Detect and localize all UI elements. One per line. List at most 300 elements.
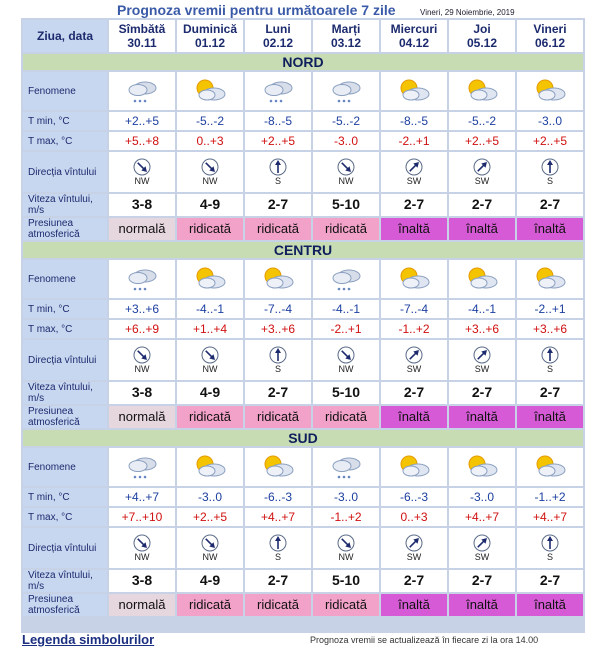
wind-speed-row: [23, 194, 583, 216]
pressure-cell: [381, 594, 447, 616]
pressure-cell: [517, 594, 583, 616]
tmin-value: +4..+7: [124, 490, 160, 504]
pressure-cell: [313, 218, 379, 240]
tmax-value: -1..+2: [398, 322, 430, 336]
snow-icon: [125, 453, 159, 481]
wind-speed-value: 5-10: [331, 196, 361, 212]
tmax-value: +3..+6: [532, 322, 568, 336]
day-date: 05.12: [466, 36, 498, 50]
tmax-cell: [517, 132, 583, 150]
fenomene-row: [23, 72, 583, 110]
day-name: Miercuri: [390, 22, 438, 36]
tmin-cell: [381, 112, 447, 130]
tmin-row: [23, 112, 583, 130]
row-label: Viteza vîntului, m/s: [23, 382, 107, 404]
row-label: Direcția vîntului: [23, 152, 107, 192]
pressure-value: normală: [118, 221, 166, 236]
tmax-cell: [177, 508, 243, 526]
wind-speed-value: 3-8: [131, 196, 153, 212]
wind-speed-value: 4-9: [199, 572, 221, 588]
header-corner: Ziua, data: [23, 20, 107, 52]
pressure-value: înaltă: [534, 597, 566, 612]
row-label: Fenomene: [23, 72, 107, 110]
partly-cloudy-icon: [261, 453, 295, 481]
day-name: Vineri: [533, 22, 567, 36]
tmax-cell: [449, 132, 515, 150]
tmin-cell: [245, 488, 311, 506]
wind-speed-cell: [177, 570, 243, 592]
tmin-cell: [313, 112, 379, 130]
wind-speed-value: 2-7: [403, 384, 425, 400]
pressure-cell: [449, 594, 515, 616]
tmax-cell: [449, 508, 515, 526]
wind-arrow-icon: [473, 534, 491, 552]
wind-arrow-icon: [405, 534, 423, 552]
pressure-value: ridicată: [257, 409, 299, 424]
tmax-row: [23, 508, 583, 526]
wind-speed-cell: [245, 194, 311, 216]
tmin-cell: [109, 300, 175, 318]
row-label: Viteza vîntului, m/s: [23, 570, 107, 592]
tmin-value: -3..0: [333, 490, 358, 504]
tmin-cell: [177, 300, 243, 318]
pressure-cell: [177, 406, 243, 428]
wind-direction-label: NW: [134, 364, 150, 374]
wind-speed-value: 2-7: [539, 196, 561, 212]
tmax-cell: [177, 132, 243, 150]
row-label: Presiunea atmosferică: [23, 594, 107, 616]
page-title: Prognoza vremii pentru următoarele 7 zile: [117, 2, 396, 18]
day-name: Sîmbătă: [118, 22, 166, 36]
wind-direction-cell: [381, 528, 447, 568]
wind-speed-value: 2-7: [267, 572, 289, 588]
pressure-value: ridicată: [189, 597, 231, 612]
weather-cell: [381, 448, 447, 486]
pressure-cell: [449, 218, 515, 240]
tmin-cell: [109, 112, 175, 130]
wind-speed-value: 2-7: [471, 196, 493, 212]
wind-speed-cell: [449, 382, 515, 404]
pressure-value: înaltă: [534, 221, 566, 236]
weather-cell: [177, 448, 243, 486]
weather-cell: [449, 260, 515, 298]
wind-direction-cell: [449, 528, 515, 568]
region-name: NORD: [23, 54, 583, 70]
weather-cell: [177, 260, 243, 298]
wind-direction-cell: [517, 152, 583, 192]
tmin-value: -1..+2: [534, 490, 566, 504]
pressure-value: înaltă: [398, 221, 430, 236]
pressure-cell: [381, 406, 447, 428]
wind-direction-cell: [245, 340, 311, 380]
weather-cell: [109, 260, 175, 298]
wind-direction-row: [23, 340, 583, 380]
tmax-cell: [313, 132, 379, 150]
tmin-cell: [245, 300, 311, 318]
region-name: CENTRU: [23, 242, 583, 258]
pressure-value: ridicată: [189, 221, 231, 236]
tmin-value: -8..-5: [399, 114, 428, 128]
wind-speed-value: 2-7: [403, 572, 425, 588]
tmin-cell: [313, 488, 379, 506]
weather-cell: [381, 72, 447, 110]
tmax-cell: [517, 320, 583, 338]
wind-direction-row: [23, 528, 583, 568]
wind-direction-label: SW: [474, 176, 490, 186]
day-header: [449, 20, 515, 52]
partly-cloudy-icon: [193, 453, 227, 481]
weather-cell: [245, 260, 311, 298]
weather-cell: [109, 72, 175, 110]
tmax-value: +2..+5: [192, 510, 228, 524]
tmin-value: -4..-1: [331, 302, 360, 316]
partly-cloudy-icon: [397, 77, 431, 105]
wind-arrow-icon: [133, 346, 151, 364]
pressure-value: înaltă: [398, 409, 430, 424]
tmax-row: [23, 320, 583, 338]
tmin-value: +3..+6: [124, 302, 160, 316]
pressure-cell: [313, 594, 379, 616]
tmax-value: +2..+5: [260, 134, 296, 148]
weather-cell: [313, 72, 379, 110]
wind-arrow-icon: [269, 158, 287, 176]
tmin-value: -6..-3: [263, 490, 292, 504]
wind-direction-label: S: [546, 176, 553, 186]
wind-arrow-icon: [541, 158, 559, 176]
day-name: Luni: [265, 22, 291, 36]
current-date: Vineri, 29 Noiembrie, 2019: [420, 8, 515, 17]
tmin-cell: [449, 300, 515, 318]
wind-arrow-icon: [473, 158, 491, 176]
region-header: [23, 242, 583, 258]
partly-cloudy-icon: [533, 453, 567, 481]
pressure-cell: [109, 218, 175, 240]
partly-cloudy-icon: [193, 265, 227, 293]
pressure-value: ridicată: [325, 409, 367, 424]
tmin-cell: [517, 488, 583, 506]
tmax-value: +5..+8: [124, 134, 160, 148]
wind-direction-cell: [109, 528, 175, 568]
wind-arrow-icon: [337, 534, 355, 552]
header-row: [23, 20, 583, 52]
tmin-cell: [517, 112, 583, 130]
wind-direction-label: NW: [338, 176, 354, 186]
snow-icon: [329, 77, 363, 105]
tmax-cell: [381, 508, 447, 526]
wind-speed-cell: [381, 382, 447, 404]
wind-direction-cell: [517, 340, 583, 380]
tmin-row: [23, 300, 583, 318]
wind-direction-cell: [177, 340, 243, 380]
tmax-cell: [449, 320, 515, 338]
weather-cell: [449, 448, 515, 486]
day-date: 06.12: [534, 36, 566, 50]
wind-direction-label: NW: [134, 552, 150, 562]
tmax-value: +6..+9: [124, 322, 160, 336]
pressure-cell: [177, 594, 243, 616]
wind-speed-cell: [517, 194, 583, 216]
tmax-value: +7..+10: [121, 510, 163, 524]
fenomene-row: [23, 260, 583, 298]
weather-cell: [517, 448, 583, 486]
wind-speed-row: [23, 570, 583, 592]
day-date: 02.12: [262, 36, 294, 50]
wind-direction-cell: [313, 152, 379, 192]
wind-direction-label: NW: [202, 176, 218, 186]
day-date: 01.12: [194, 36, 226, 50]
wind-arrow-icon: [473, 346, 491, 364]
wind-arrow-icon: [269, 534, 287, 552]
tmin-value: -4..-1: [195, 302, 224, 316]
wind-speed-cell: [177, 194, 243, 216]
partly-cloudy-icon: [397, 453, 431, 481]
wind-arrow-icon: [269, 346, 287, 364]
pressure-cell: [109, 594, 175, 616]
tmin-value: -3..0: [469, 490, 494, 504]
wind-arrow-icon: [541, 346, 559, 364]
tmin-cell: [381, 300, 447, 318]
tmin-cell: [177, 488, 243, 506]
pressure-value: ridicată: [189, 409, 231, 424]
day-name: Joi: [473, 22, 491, 36]
partly-cloudy-icon: [193, 77, 227, 105]
pressure-cell: [381, 218, 447, 240]
tmin-value: -7..-4: [399, 302, 428, 316]
wind-direction-cell: [517, 528, 583, 568]
row-label: T max, °C: [23, 132, 107, 150]
wind-speed-cell: [245, 382, 311, 404]
partly-cloudy-icon: [397, 265, 431, 293]
forecast-table: [21, 18, 585, 618]
wind-direction-cell: [177, 528, 243, 568]
wind-direction-label: NW: [202, 552, 218, 562]
wind-speed-cell: [313, 570, 379, 592]
wind-direction-label: SW: [474, 364, 490, 374]
pressure-cell: [245, 218, 311, 240]
snow-icon: [261, 77, 295, 105]
tmin-cell: [381, 488, 447, 506]
tmin-value: -2..+1: [534, 302, 566, 316]
pressure-value: înaltă: [398, 597, 430, 612]
tmax-value: +1..+4: [192, 322, 228, 336]
day-date: 04.12: [398, 36, 430, 50]
partly-cloudy-icon: [533, 77, 567, 105]
tmax-value: -2..+1: [398, 134, 430, 148]
day-header: [177, 20, 243, 52]
wind-arrow-icon: [133, 158, 151, 176]
pressure-value: ridicată: [325, 597, 367, 612]
wind-direction-cell: [313, 340, 379, 380]
tmax-cell: [245, 320, 311, 338]
day-date: 30.11: [127, 36, 157, 50]
row-label: T min, °C: [23, 112, 107, 130]
wind-speed-value: 4-9: [199, 384, 221, 400]
wind-speed-cell: [313, 194, 379, 216]
weather-cell: [381, 260, 447, 298]
day-name: Marți: [331, 22, 361, 36]
day-date: 03.12: [330, 36, 362, 50]
pressure-value: ridicată: [325, 221, 367, 236]
wind-direction-label: S: [274, 364, 281, 374]
wind-arrow-icon: [201, 158, 219, 176]
wind-speed-value: 2-7: [539, 572, 561, 588]
tmax-cell: [109, 320, 175, 338]
tmax-cell: [177, 320, 243, 338]
pressure-value: ridicată: [257, 221, 299, 236]
legend-link[interactable]: Legenda simbolurilor: [22, 632, 155, 647]
wind-speed-value: 5-10: [331, 572, 361, 588]
pressure-value: înaltă: [466, 409, 498, 424]
tmin-value: -7..-4: [263, 302, 292, 316]
row-label: T max, °C: [23, 320, 107, 338]
wind-direction-cell: [381, 340, 447, 380]
tmin-value: -5..-2: [331, 114, 360, 128]
wind-direction-cell: [245, 152, 311, 192]
pressure-cell: [449, 406, 515, 428]
partly-cloudy-icon: [261, 265, 295, 293]
tmax-cell: [313, 320, 379, 338]
tmax-value: -3..0: [333, 134, 358, 148]
wind-speed-value: 2-7: [267, 384, 289, 400]
partly-cloudy-icon: [465, 77, 499, 105]
tmin-value: -3..0: [537, 114, 562, 128]
weather-cell: [177, 72, 243, 110]
wind-speed-value: 2-7: [267, 196, 289, 212]
tmin-value: -8..-5: [263, 114, 292, 128]
weather-cell: [517, 260, 583, 298]
tmin-cell: [449, 488, 515, 506]
row-label: T min, °C: [23, 488, 107, 506]
snow-icon: [329, 265, 363, 293]
snow-icon: [125, 77, 159, 105]
pressure-cell: [313, 406, 379, 428]
wind-direction-label: S: [274, 552, 281, 562]
weather-cell: [449, 72, 515, 110]
pressure-value: înaltă: [534, 409, 566, 424]
row-label: T min, °C: [23, 300, 107, 318]
wind-direction-cell: [109, 152, 175, 192]
wind-direction-cell: [109, 340, 175, 380]
tmax-cell: [245, 508, 311, 526]
pressure-cell: [245, 594, 311, 616]
pressure-row: [23, 218, 583, 240]
wind-speed-value: 2-7: [471, 384, 493, 400]
weather-cell: [313, 260, 379, 298]
tmax-value: 0..+3: [400, 510, 428, 524]
wind-speed-value: 3-8: [131, 572, 153, 588]
tmax-value: -1..+2: [330, 510, 362, 524]
wind-direction-label: SW: [474, 552, 490, 562]
tmin-cell: [449, 112, 515, 130]
weather-cell: [313, 448, 379, 486]
pressure-cell: [517, 218, 583, 240]
wind-direction-label: NW: [134, 176, 150, 186]
wind-direction-label: SW: [406, 364, 422, 374]
pressure-cell: [517, 406, 583, 428]
tmin-value: +2..+5: [124, 114, 160, 128]
wind-direction-label: NW: [338, 552, 354, 562]
wind-arrow-icon: [201, 534, 219, 552]
pressure-cell: [177, 218, 243, 240]
weather-cell: [245, 72, 311, 110]
wind-speed-value: 5-10: [331, 384, 361, 400]
day-header: [109, 20, 175, 52]
tmin-cell: [177, 112, 243, 130]
wind-arrow-icon: [133, 534, 151, 552]
wind-speed-value: 4-9: [199, 196, 221, 212]
wind-direction-row: [23, 152, 583, 192]
tmax-cell: [109, 132, 175, 150]
tmax-value: -2..+1: [330, 322, 362, 336]
tmin-cell: [245, 112, 311, 130]
tmin-value: -6..-3: [399, 490, 428, 504]
day-header: [245, 20, 311, 52]
wind-direction-cell: [245, 528, 311, 568]
tmax-cell: [245, 132, 311, 150]
wind-speed-value: 2-7: [471, 572, 493, 588]
wind-arrow-icon: [201, 346, 219, 364]
region-header: [23, 54, 583, 70]
row-label: Fenomene: [23, 448, 107, 486]
tmin-value: -5..-2: [467, 114, 496, 128]
wind-direction-label: SW: [406, 552, 422, 562]
wind-arrow-icon: [337, 158, 355, 176]
wind-arrow-icon: [405, 346, 423, 364]
wind-speed-cell: [109, 194, 175, 216]
wind-speed-value: 2-7: [403, 196, 425, 212]
tmin-cell: [517, 300, 583, 318]
pressure-cell: [245, 406, 311, 428]
wind-direction-cell: [177, 152, 243, 192]
row-label: Direcția vîntului: [23, 340, 107, 380]
tmax-value: +3..+6: [464, 322, 500, 336]
tmax-cell: [517, 508, 583, 526]
wind-speed-cell: [177, 382, 243, 404]
row-label: T max, °C: [23, 508, 107, 526]
tmax-value: +2..+5: [464, 134, 500, 148]
wind-arrow-icon: [337, 346, 355, 364]
wind-speed-cell: [449, 194, 515, 216]
snow-icon: [125, 265, 159, 293]
wind-direction-label: NW: [202, 364, 218, 374]
tmax-value: +2..+5: [532, 134, 568, 148]
wind-speed-cell: [381, 194, 447, 216]
wind-speed-value: 3-8: [131, 384, 153, 400]
weather-cell: [517, 72, 583, 110]
region-name: SUD: [23, 430, 583, 446]
wind-arrow-icon: [541, 534, 559, 552]
pressure-value: normală: [118, 409, 166, 424]
fenomene-row: [23, 448, 583, 486]
wind-speed-cell: [517, 382, 583, 404]
pressure-row: [23, 406, 583, 428]
tmax-row: [23, 132, 583, 150]
row-label: Presiunea atmosferică: [23, 218, 107, 240]
wind-speed-cell: [109, 570, 175, 592]
tmin-value: -4..-1: [467, 302, 496, 316]
pressure-row: [23, 594, 583, 616]
pressure-cell: [109, 406, 175, 428]
partly-cloudy-icon: [533, 265, 567, 293]
tmax-value: 0..+3: [196, 134, 224, 148]
weather-cell: [109, 448, 175, 486]
tmax-value: +4..+7: [260, 510, 296, 524]
wind-speed-cell: [313, 382, 379, 404]
tmax-cell: [109, 508, 175, 526]
wind-speed-value: 2-7: [539, 384, 561, 400]
wind-speed-cell: [109, 382, 175, 404]
tmax-value: +4..+7: [532, 510, 568, 524]
